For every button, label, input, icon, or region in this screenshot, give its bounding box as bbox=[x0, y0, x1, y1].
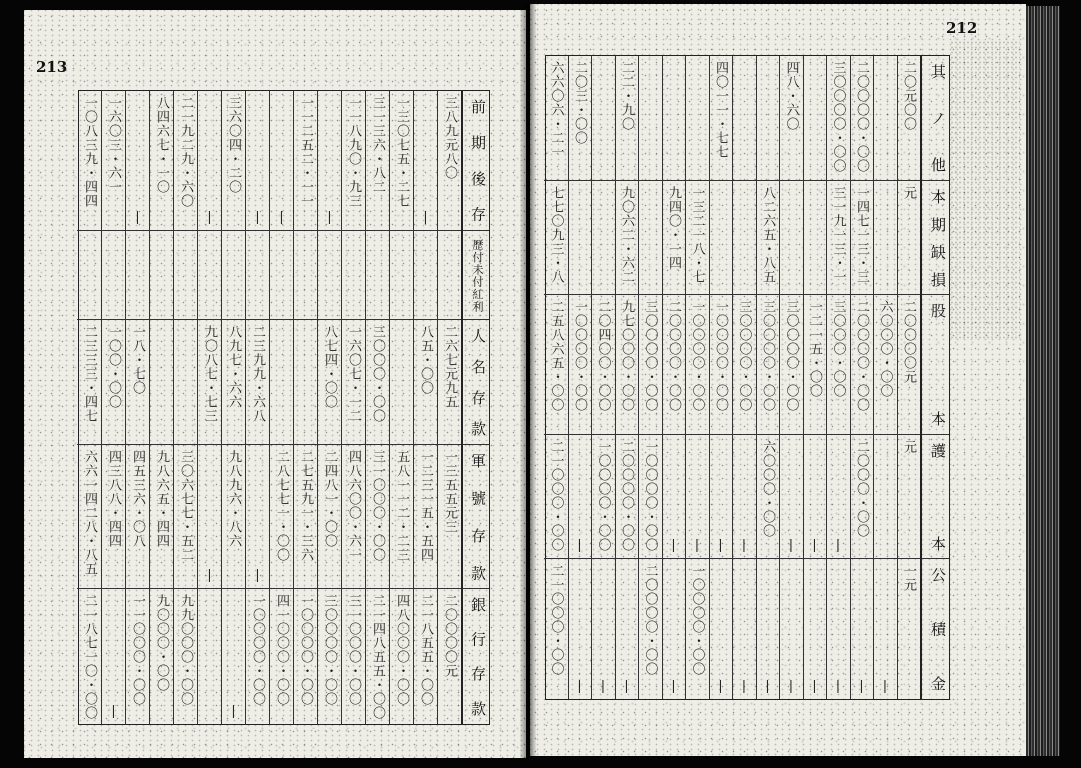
ledger-cell: 一二三一五・五四 bbox=[414, 445, 437, 590]
ledger-cell: 五八一一二・二三 bbox=[390, 445, 413, 590]
ledger-cell bbox=[733, 56, 756, 181]
ledger-column bbox=[685, 56, 709, 699]
ledger-cell: 二八七七一・〇〇 bbox=[270, 445, 293, 590]
ledger-cell: 一〇〇〇〇・〇〇 bbox=[710, 295, 733, 435]
ledger-cell bbox=[686, 56, 709, 181]
ledger-column bbox=[413, 91, 437, 724]
ledger-cell bbox=[663, 56, 686, 181]
column-header-label: 銀行存款 bbox=[469, 597, 487, 716]
ledger-cell bbox=[639, 56, 662, 181]
ledger-column bbox=[245, 91, 269, 724]
left-ledger-table bbox=[78, 90, 490, 725]
ledger-cell: 四一〇〇〇・〇〇 bbox=[274, 594, 289, 707]
ledger-cell bbox=[270, 231, 293, 321]
nil-dash-mark: | bbox=[686, 435, 709, 560]
nil-dash-mark: | bbox=[595, 679, 611, 695]
ledger-cell: 九〇六二・六二 bbox=[616, 181, 639, 296]
ledger-cell: 六〇〇〇・〇〇 bbox=[757, 435, 780, 560]
nil-dash-mark: | bbox=[854, 679, 869, 695]
ledger-cell: 三〇〇〇〇・〇〇 bbox=[322, 594, 337, 707]
nil-dash-mark: | bbox=[198, 445, 221, 590]
ledger-cell bbox=[390, 320, 413, 445]
nil-dash-mark: | bbox=[126, 91, 149, 231]
page-number: 213 bbox=[36, 58, 68, 76]
ledger-cell: 三六〇四・二〇 bbox=[222, 91, 245, 231]
ledger-column bbox=[897, 56, 921, 699]
ledger-column bbox=[437, 91, 461, 724]
column-header-label: 其ノ他 bbox=[922, 56, 949, 181]
ledger-cell: 元 bbox=[898, 435, 921, 560]
ledger-cell: 三一三六・八二 bbox=[366, 91, 389, 231]
ledger-cell bbox=[150, 231, 173, 321]
nil-dash-mark: | bbox=[877, 679, 893, 695]
ledger-cell: 一一八九〇・九三 bbox=[342, 91, 365, 231]
ledger-cell: 九七〇〇〇・〇〇 bbox=[616, 295, 639, 435]
ledger-cell: 三〇〇〇〇・〇〇 bbox=[639, 295, 662, 435]
ledger-cell bbox=[804, 56, 827, 181]
ledger-cell: 四三八八・四四 bbox=[102, 445, 125, 590]
ledger-cell bbox=[294, 231, 317, 321]
ledger-column bbox=[77, 91, 101, 724]
ledger-cell: 二二・九〇 bbox=[616, 56, 639, 181]
ledger-cell: 二〇〇〇〇・〇〇 bbox=[663, 295, 686, 435]
ledger-column bbox=[591, 56, 615, 699]
nil-dash-mark: | bbox=[830, 679, 846, 695]
ledger-cell: 四八六〇〇・六一 bbox=[342, 445, 365, 590]
ledger-cell bbox=[126, 231, 149, 321]
nil-dash-mark: | bbox=[733, 435, 756, 560]
nil-dash-mark: | bbox=[666, 679, 681, 695]
ledger-cell: 二六七元九五 bbox=[438, 320, 461, 445]
ledger-cell bbox=[246, 231, 269, 321]
column-header-label: 本期缺損 bbox=[922, 181, 949, 296]
ledger-cell: 二一四八五五・〇〇 bbox=[370, 594, 385, 721]
column-header-label: 前期後存 bbox=[463, 91, 489, 231]
ledger-cell: 一〇〇〇〇・〇〇 bbox=[298, 594, 313, 707]
ledger-cell: 六〇〇〇・〇〇 bbox=[874, 295, 897, 435]
ledger-cell bbox=[569, 181, 592, 296]
ledger-cell bbox=[294, 320, 317, 445]
ledger-column bbox=[221, 91, 245, 724]
ledger-cell: 二七五九一・三六 bbox=[294, 445, 317, 590]
ledger-column bbox=[732, 56, 756, 699]
ledger-cell bbox=[874, 435, 897, 560]
ledger-cell: 二一八五五・〇〇 bbox=[418, 594, 433, 707]
ledger-cell: 一一〇〇〇・〇〇 bbox=[130, 594, 145, 707]
ledger-cell bbox=[198, 589, 221, 724]
ledger-cell: 一〇〇〇〇・〇〇 bbox=[569, 295, 592, 435]
ledger-cell: 九八九六・八六 bbox=[222, 445, 245, 590]
nil-dash-mark: | bbox=[827, 435, 850, 560]
ledger-cell: 三八九元八〇 bbox=[438, 91, 461, 231]
ledger-cell bbox=[174, 231, 197, 321]
ledger-cell: 二〇三・〇〇 bbox=[569, 56, 592, 181]
ledger-cell bbox=[366, 231, 389, 321]
ledger-column bbox=[149, 91, 173, 724]
ledger-cell bbox=[77, 231, 101, 321]
ledger-cell: 三〇〇〇〇・〇〇 bbox=[733, 295, 756, 435]
ledger-cell: 二四八一・〇〇 bbox=[318, 445, 341, 590]
ledger-cell: 六六〇六・二一 bbox=[544, 56, 568, 181]
ledger-cell: 一〇〇〇〇・〇〇 bbox=[592, 435, 615, 560]
ledger-cell: 二三九九・六八 bbox=[246, 320, 269, 445]
ledger-column bbox=[125, 91, 149, 724]
right-ledger-table bbox=[545, 55, 950, 700]
nil-dash-mark: | bbox=[270, 91, 293, 231]
ledger-cell: 三〇〇〇〇・〇〇 bbox=[757, 295, 780, 435]
ledger-cell bbox=[318, 231, 341, 321]
ledger-cell: 三〇〇〇〇・〇〇 bbox=[827, 56, 850, 181]
ledger-cell: 二三三三・四七 bbox=[77, 320, 101, 445]
nil-dash-mark: | bbox=[663, 435, 686, 560]
ledger-cell: 一六〇三・六一 bbox=[102, 91, 125, 231]
ledger-cell: 三〇六七七・五二 bbox=[174, 445, 197, 590]
nil-dash-mark: | bbox=[318, 91, 341, 231]
ledger-cell: 二一〇〇〇・〇〇 bbox=[548, 564, 564, 677]
ledger-column bbox=[662, 56, 686, 699]
nil-dash-mark: | bbox=[804, 435, 827, 560]
ledger-cell: 二一九二九・六〇 bbox=[174, 91, 197, 231]
scan-noise bbox=[950, 40, 1020, 340]
ledger-cell: 二〇〇〇〇元 bbox=[442, 594, 457, 679]
ledger-cell: 二〇〇〇〇・〇〇 bbox=[851, 295, 874, 435]
ledger-column bbox=[803, 56, 827, 699]
ledger-cell: 三一九一三・一 bbox=[827, 181, 850, 296]
ledger-cell: 一四七一三・三 bbox=[851, 181, 874, 296]
page-number: 212 bbox=[946, 19, 978, 37]
ledger-cell: 八七四・〇〇 bbox=[318, 320, 341, 445]
ledger-column bbox=[850, 56, 874, 699]
column-header-label: 人名存款 bbox=[463, 320, 489, 445]
ledger-cell: 四五三六・〇八 bbox=[126, 445, 149, 590]
ledger-cell: 二一〇〇〇・〇〇 bbox=[544, 435, 568, 560]
ledger-cell bbox=[757, 56, 780, 181]
ledger-cell bbox=[780, 181, 803, 296]
ledger-cell bbox=[342, 231, 365, 321]
ledger-cell: 三〇〇〇・〇〇 bbox=[366, 320, 389, 445]
ledger-column bbox=[544, 56, 568, 699]
ledger-column bbox=[568, 56, 592, 699]
ledger-cell: 二〇〇〇〇・〇〇 bbox=[642, 564, 658, 677]
ledger-cell: 九八六五・四四 bbox=[150, 445, 173, 590]
ledger-cell bbox=[874, 181, 897, 296]
ledger-cell: 八九七・六六 bbox=[222, 320, 245, 445]
ledger-cell bbox=[804, 181, 827, 296]
column-header-label: 公積金 bbox=[929, 567, 947, 691]
ledger-column bbox=[317, 91, 341, 724]
ledger-cell: 一〇八三九・四四 bbox=[77, 91, 101, 231]
ledger-cell: 一六〇七・一二 bbox=[342, 320, 365, 445]
ledger-cell: 二〇〇〇〇元 bbox=[898, 295, 921, 435]
ledger-cell: 一三〇七五・二七 bbox=[390, 91, 413, 231]
nil-dash-mark: | bbox=[736, 679, 752, 695]
ledger-cell: 六六一四二八・八五 bbox=[77, 445, 101, 590]
ledger-cell: 四八〇〇〇・〇〇 bbox=[394, 594, 409, 707]
ledger-cell: 二〇〇〇〇・〇〇 bbox=[851, 56, 874, 181]
ledger-cell bbox=[592, 181, 615, 296]
ledger-cell: 九四〇・一四 bbox=[663, 181, 686, 296]
ledger-cell: 二〇四〇〇・〇〇 bbox=[592, 295, 615, 435]
column-header-label: 歷付未付紅利 bbox=[463, 231, 489, 321]
ledger-cell: 九〇〇〇・〇〇 bbox=[154, 594, 169, 693]
ledger-cell bbox=[390, 231, 413, 321]
ledger-cell: 二〇元〇〇 bbox=[898, 56, 921, 181]
nil-dash-mark: | bbox=[246, 91, 269, 231]
ledger-cell bbox=[150, 320, 173, 445]
ledger-cell: 一〇〇〇〇・〇〇 bbox=[250, 594, 265, 707]
ledger-column bbox=[101, 91, 125, 724]
nil-dash-mark: | bbox=[807, 679, 822, 695]
ledger-cell: 二〇〇〇・〇〇 bbox=[851, 435, 874, 560]
ledger-cell: 一〇〇〇〇・〇〇 bbox=[689, 564, 705, 677]
ledger-cell: 八四六七・一〇 bbox=[150, 91, 173, 231]
ledger-cell: 四〇一一・七七 bbox=[710, 56, 733, 181]
book-gutter bbox=[520, 4, 536, 758]
ledger-cell bbox=[102, 231, 125, 321]
ledger-column bbox=[389, 91, 413, 724]
ledger-column bbox=[365, 91, 389, 724]
ledger-cell bbox=[198, 231, 221, 321]
ledger-cell bbox=[438, 231, 461, 321]
ledger-cell bbox=[639, 181, 662, 296]
ledger-cell: 一〇〇〇〇・〇〇 bbox=[686, 295, 709, 435]
ledger-column bbox=[615, 56, 639, 699]
ledger-cell: 一一二五二・一一 bbox=[294, 91, 317, 231]
ledger-cell: 一元 bbox=[901, 564, 916, 593]
ledger-column bbox=[826, 56, 850, 699]
ledger-cell: 九九〇〇〇・〇〇 bbox=[178, 594, 193, 707]
ledger-cell: 八五・〇〇 bbox=[414, 320, 437, 445]
nil-dash-mark: | bbox=[783, 679, 799, 695]
ledger-cell: 三一〇〇〇・〇〇 bbox=[366, 445, 389, 590]
ledger-column bbox=[638, 56, 662, 699]
ledger-cell: 八二六五・八五 bbox=[757, 181, 780, 296]
ledger-cell: 一〇〇〇〇・〇〇 bbox=[639, 435, 662, 560]
ledger-column bbox=[756, 56, 780, 699]
nil-dash-mark: | bbox=[414, 91, 437, 231]
nil-dash-mark: | bbox=[760, 679, 775, 695]
nil-dash-mark: | bbox=[619, 679, 634, 695]
ledger-cell bbox=[592, 56, 615, 181]
nil-dash-mark: | bbox=[198, 91, 221, 231]
ledger-header-column bbox=[461, 91, 489, 724]
ledger-cell bbox=[874, 56, 897, 181]
ledger-cell bbox=[174, 320, 197, 445]
ledger-cell: 一三五五元三 bbox=[438, 445, 461, 590]
nil-dash-mark: | bbox=[710, 435, 733, 560]
ledger-column bbox=[197, 91, 221, 724]
ledger-column bbox=[873, 56, 897, 699]
column-header-label: 軍號存款 bbox=[463, 445, 489, 590]
ledger-column bbox=[269, 91, 293, 724]
ledger-header-column bbox=[920, 56, 949, 699]
ledger-cell: 一三二一八・七 bbox=[686, 181, 709, 296]
column-header-label: 股本 bbox=[922, 295, 949, 435]
ledger-cell: 一二一五・〇〇 bbox=[804, 295, 827, 435]
nil-dash-mark: | bbox=[713, 679, 728, 695]
ledger-column bbox=[709, 56, 733, 699]
column-header-label: 護本 bbox=[922, 435, 949, 560]
ledger-column bbox=[341, 91, 365, 724]
ledger-cell: 一八・七〇 bbox=[126, 320, 149, 445]
ledger-column bbox=[173, 91, 197, 724]
nil-dash-mark: | bbox=[106, 704, 121, 720]
nil-dash-mark: | bbox=[246, 445, 269, 590]
ledger-cell bbox=[733, 181, 756, 296]
ledger-column bbox=[293, 91, 317, 724]
ledger-cell bbox=[222, 231, 245, 321]
ledger-cell: 三一〇〇〇・〇〇 bbox=[346, 594, 361, 707]
page-stack-edge bbox=[1026, 6, 1060, 756]
ledger-cell: 元 bbox=[898, 181, 921, 296]
ledger-cell: 七七〇九三・八 bbox=[544, 181, 568, 296]
ledger-column bbox=[779, 56, 803, 699]
ledger-cell bbox=[710, 181, 733, 296]
ledger-cell: 三〇〇〇・〇〇 bbox=[827, 295, 850, 435]
ledger-cell: 四八・六〇 bbox=[780, 56, 803, 181]
ledger-cell: 二〇〇〇〇・〇〇 bbox=[616, 435, 639, 560]
ledger-cell: 三〇〇〇〇・〇〇 bbox=[780, 295, 803, 435]
ledger-cell bbox=[414, 231, 437, 321]
nil-dash-mark: | bbox=[569, 435, 592, 560]
nil-dash-mark: | bbox=[226, 704, 241, 720]
ledger-cell: 二五八六五・〇〇 bbox=[544, 295, 568, 435]
ledger-cell: 二一八七一〇・〇〇 bbox=[82, 594, 97, 721]
nil-dash-mark: | bbox=[780, 435, 803, 560]
ledger-cell: 一〇〇・〇〇 bbox=[102, 320, 125, 445]
ledger-cell: 九〇八七・七三 bbox=[198, 320, 221, 445]
nil-dash-mark: | bbox=[572, 679, 587, 695]
ledger-cell bbox=[270, 320, 293, 445]
